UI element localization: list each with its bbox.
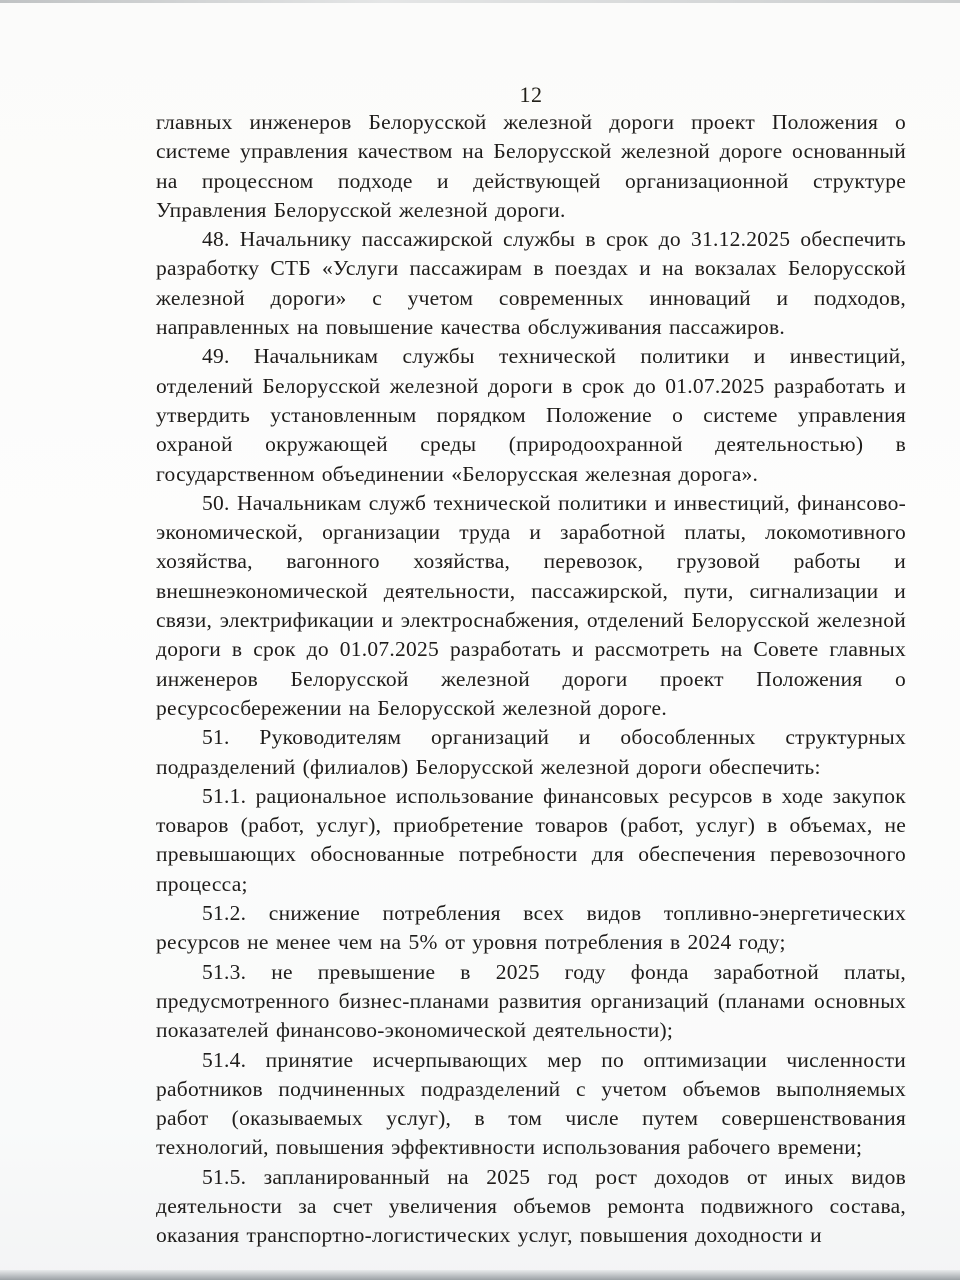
paragraph-item-51-4: 51.4. принятие исчерпывающих мер по оптимизации численности работников подчиненных подразделений с учетом объемов выполняемых работ (оказываемых услуг), в том числе путем совершенствования технологий, повышения эффективности использования рабочего времени; [156, 1047, 906, 1160]
paragraph-item-51-2: 51.2. снижение потребления всех видов топливно-энергетических ресурсов не менее чем на 5% от уровня потребления в 2024 году; [156, 901, 906, 955]
paragraph-item-48: 48. Начальнику пассажирской службы в срок до 31.12.2025 обеспечить разработку СТБ «Услуги пассажирам в поездах и на вокзалах Белорусской железной дороги» с учетом современных инноваций и подходов, направленных на повышение качества обслуживания пассажиров. [156, 227, 906, 340]
paragraph-item-51-3: 51.3. не превышение в 2025 году фонда заработной платы, предусмотренного бизнес-планами развития организаций (планами основных показателей финансово-экономической деятельности); [156, 959, 906, 1043]
paragraph-item-51: 51. Руководителям организаций и обособленных структурных подразделений (филиалов) Белорусской железной дороги обеспечить: [156, 725, 906, 779]
page-number: 12 [519, 82, 543, 107]
paragraph-item-51-1: 51.1. рациональное использование финансовых ресурсов в ходе закупок товаров (работ, услуг), приобретение товаров (работ, услуг) в объемах, не превышающих обоснованные потребности для обеспечения перевозочного процесса; [156, 783, 906, 896]
scan-artifact-bottom-edge [0, 1270, 960, 1280]
paragraph-continuation: главных инженеров Белорусской железной дороги проект Положения о системе управления качеством на Белорусской железной дороге основанный на процессном подходе и действующей организационной структуре Управления Белорусской железной дороги. [156, 110, 906, 222]
paragraph-item-49: 49. Начальникам службы технической политики и инвестиций, отделений Белорусской железной дороги в срок до 01.07.2025 разработать и утвердить установленным порядком Положение о системе управления охраной окружающей среды (природоохранной деятельностью) в государственном объединении «Белорусская железная дорога». [156, 344, 906, 486]
scan-artifact-top-edge [0, 0, 960, 3]
paragraph-item-51-5: 51.5. запланированный на 2025 год рост доходов от иных видов деятельности за счет увеличения объемов ремонта подвижного состава, оказания транспортно-логистических услуг, повышения доходности и [156, 1164, 906, 1248]
document-body [156, 108, 906, 1251]
paragraph-item-50: 50. Начальникам служб технической политики и инвестиций, финансово-экономической, организации труда и заработной платы, локомотивного хозяйства, вагонного хозяйства, перевозок, грузовой работы и внешнеэкономической деятельности, пассажирской, пути, сигнализации и связи, электрификации и электроснабжения, отделений Белорусской железной дороги в срок до 01.07.2025 разработать и рассмотреть на Совете главных инженеров Белорусской железной дороги проект Положения о ресурсосбережении на Белорусской железной дороге. [156, 490, 906, 720]
